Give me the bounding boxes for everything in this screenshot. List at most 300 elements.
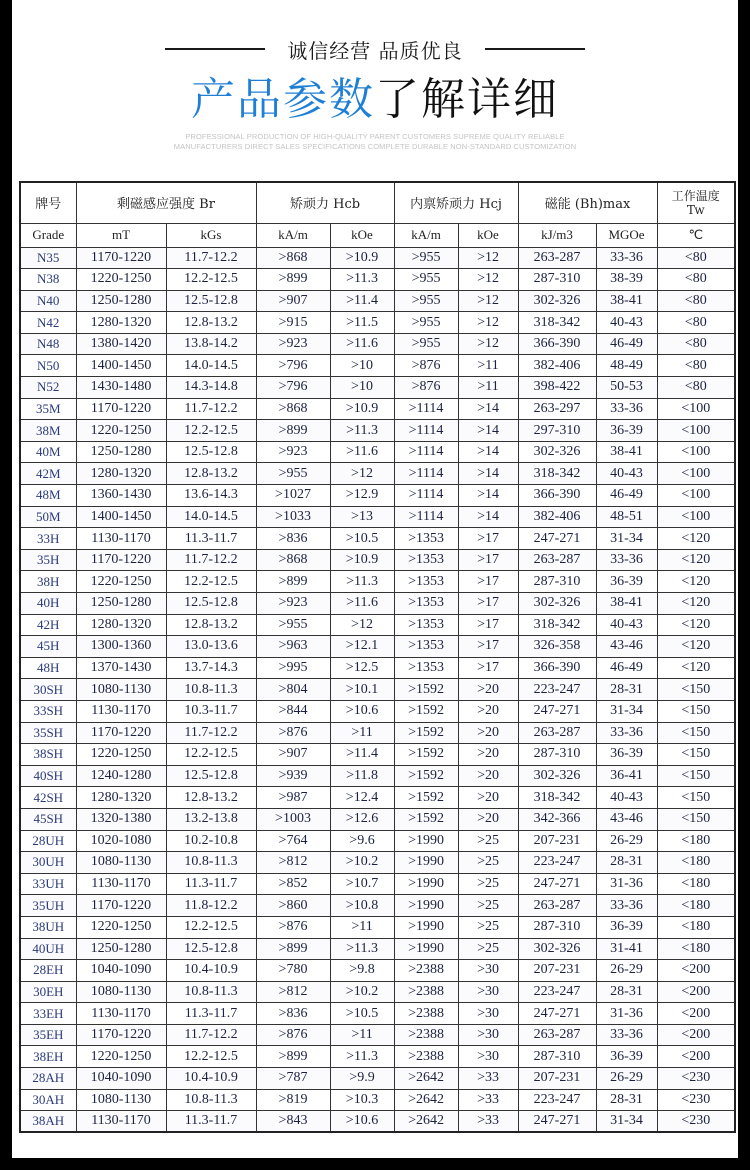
- value-cell: 1080-1130: [76, 852, 166, 874]
- value-cell: 38-41: [596, 441, 657, 463]
- value-cell: 12.5-12.8: [166, 765, 256, 787]
- value-cell: 11.8-12.2: [166, 895, 256, 917]
- value-cell: 1170-1220: [76, 1024, 166, 1046]
- value-cell: >787: [256, 1068, 330, 1090]
- value-cell: 11.7-12.2: [166, 549, 256, 571]
- value-cell: >2642: [394, 1068, 458, 1090]
- table-row: [20, 398, 735, 420]
- value-cell: >1114: [394, 441, 458, 463]
- value-cell: >1353: [394, 593, 458, 615]
- value-cell: >955: [394, 247, 458, 269]
- unit-header-cell: ℃: [657, 223, 735, 247]
- value-cell: 14.0-14.5: [166, 355, 256, 377]
- value-cell: 10.8-11.3: [166, 679, 256, 701]
- value-cell: 263-287: [518, 1024, 596, 1046]
- grade-cell: N50: [20, 355, 76, 377]
- grade-cell: 33H: [20, 528, 76, 550]
- value-cell: 11.7-12.2: [166, 247, 256, 269]
- value-cell: <200: [657, 1003, 735, 1025]
- grade-cell: 35EH: [20, 1024, 76, 1046]
- unit-header-cell: kGs: [166, 223, 256, 247]
- value-cell: 46-49: [596, 333, 657, 355]
- value-cell: 28-31: [596, 1089, 657, 1111]
- value-cell: >955: [394, 312, 458, 334]
- value-cell: >2642: [394, 1089, 458, 1111]
- value-cell: 302-326: [518, 290, 596, 312]
- value-cell: 263-287: [518, 722, 596, 744]
- grade-cell: 42H: [20, 614, 76, 636]
- value-cell: 1280-1320: [76, 312, 166, 334]
- value-cell: >12: [330, 614, 394, 636]
- value-cell: <120: [657, 528, 735, 550]
- grade-cell: 33EH: [20, 1003, 76, 1025]
- grade-cell: 42M: [20, 463, 76, 485]
- value-cell: 13.8-14.2: [166, 333, 256, 355]
- value-cell: 11.7-12.2: [166, 398, 256, 420]
- value-cell: >1592: [394, 787, 458, 809]
- value-cell: >876: [256, 722, 330, 744]
- grade-cell: N42: [20, 312, 76, 334]
- value-cell: <200: [657, 1024, 735, 1046]
- value-cell: 318-342: [518, 312, 596, 334]
- value-cell: 48-49: [596, 355, 657, 377]
- value-cell: 1370-1430: [76, 657, 166, 679]
- value-cell: >14: [458, 398, 518, 420]
- value-cell: 12.2-12.5: [166, 916, 256, 938]
- value-cell: 12.2-12.5: [166, 744, 256, 766]
- value-cell: 33-36: [596, 1024, 657, 1046]
- value-cell: >11.5: [330, 312, 394, 334]
- grade-cell: N38: [20, 269, 76, 291]
- grade-cell: 38M: [20, 420, 76, 442]
- value-cell: <100: [657, 398, 735, 420]
- value-cell: >12: [330, 463, 394, 485]
- value-cell: >899: [256, 420, 330, 442]
- value-cell: 28-31: [596, 852, 657, 874]
- grade-cell: 40SH: [20, 765, 76, 787]
- value-cell: >10.2: [330, 852, 394, 874]
- value-cell: >17: [458, 571, 518, 593]
- table-row: [20, 506, 735, 528]
- value-cell: <180: [657, 916, 735, 938]
- header-br: 剩磁感应强度 Br: [76, 182, 256, 223]
- value-cell: 223-247: [518, 981, 596, 1003]
- value-cell: 12.2-12.5: [166, 571, 256, 593]
- value-cell: >20: [458, 765, 518, 787]
- value-cell: >12.1: [330, 636, 394, 658]
- value-cell: 287-310: [518, 744, 596, 766]
- table-row: [20, 765, 735, 787]
- value-cell: >1353: [394, 549, 458, 571]
- value-cell: >907: [256, 744, 330, 766]
- value-cell: >20: [458, 679, 518, 701]
- value-cell: >10.2: [330, 981, 394, 1003]
- table-row: [20, 485, 735, 507]
- value-cell: 13.7-14.3: [166, 657, 256, 679]
- unit-header-cell: kOe: [330, 223, 394, 247]
- value-cell: 1080-1130: [76, 679, 166, 701]
- value-cell: >2388: [394, 981, 458, 1003]
- value-cell: <80: [657, 247, 735, 269]
- value-cell: >1353: [394, 657, 458, 679]
- value-cell: 1080-1130: [76, 1089, 166, 1111]
- value-cell: 12.2-12.5: [166, 1046, 256, 1068]
- value-cell: >2388: [394, 960, 458, 982]
- value-cell: 223-247: [518, 1089, 596, 1111]
- value-cell: >12: [458, 333, 518, 355]
- value-cell: <230: [657, 1089, 735, 1111]
- value-cell: >14: [458, 463, 518, 485]
- value-cell: >852: [256, 873, 330, 895]
- value-cell: >1027: [256, 485, 330, 507]
- value-cell: 26-29: [596, 960, 657, 982]
- value-cell: 12.2-12.5: [166, 269, 256, 291]
- value-cell: >836: [256, 528, 330, 550]
- grade-cell: 35H: [20, 549, 76, 571]
- value-cell: 1250-1280: [76, 290, 166, 312]
- value-cell: 10.4-10.9: [166, 960, 256, 982]
- value-cell: >955: [256, 614, 330, 636]
- grade-cell: 40M: [20, 441, 76, 463]
- value-cell: 12.8-13.2: [166, 463, 256, 485]
- value-cell: >923: [256, 593, 330, 615]
- value-cell: >995: [256, 657, 330, 679]
- value-cell: 1040-1090: [76, 960, 166, 982]
- value-cell: >11: [458, 377, 518, 399]
- page-title: [12, 70, 738, 130]
- table-row: [20, 571, 735, 593]
- grade-cell: 28UH: [20, 830, 76, 852]
- value-cell: >1592: [394, 700, 458, 722]
- divider-left: [165, 48, 265, 50]
- grade-cell: N52: [20, 377, 76, 399]
- value-cell: >844: [256, 700, 330, 722]
- value-cell: >868: [256, 247, 330, 269]
- value-cell: >17: [458, 528, 518, 550]
- slogan-row: [12, 34, 738, 64]
- value-cell: <180: [657, 895, 735, 917]
- value-cell: 1360-1430: [76, 485, 166, 507]
- value-cell: 1170-1220: [76, 722, 166, 744]
- grade-cell: 40H: [20, 593, 76, 615]
- table-row: [20, 593, 735, 615]
- value-cell: 297-310: [518, 420, 596, 442]
- value-cell: 38-41: [596, 593, 657, 615]
- value-cell: 302-326: [518, 765, 596, 787]
- value-cell: 398-422: [518, 377, 596, 399]
- value-cell: 1280-1320: [76, 787, 166, 809]
- value-cell: 40-43: [596, 787, 657, 809]
- table-row: [20, 1046, 735, 1068]
- value-cell: 1280-1320: [76, 614, 166, 636]
- value-cell: 1170-1220: [76, 247, 166, 269]
- value-cell: 1130-1170: [76, 873, 166, 895]
- value-cell: >11.3: [330, 420, 394, 442]
- value-cell: 14.0-14.5: [166, 506, 256, 528]
- value-cell: >9.6: [330, 830, 394, 852]
- value-cell: 10.3-11.7: [166, 700, 256, 722]
- value-cell: 28-31: [596, 679, 657, 701]
- value-cell: >11.3: [330, 269, 394, 291]
- value-cell: 1130-1170: [76, 1111, 166, 1133]
- value-cell: 12.8-13.2: [166, 312, 256, 334]
- value-cell: >20: [458, 787, 518, 809]
- value-cell: 14.3-14.8: [166, 377, 256, 399]
- value-cell: 26-29: [596, 830, 657, 852]
- value-cell: 11.3-11.7: [166, 873, 256, 895]
- value-cell: 11.7-12.2: [166, 1024, 256, 1046]
- table-row: [20, 528, 735, 550]
- value-cell: >33: [458, 1089, 518, 1111]
- value-cell: >868: [256, 398, 330, 420]
- value-cell: 1430-1480: [76, 377, 166, 399]
- value-cell: <80: [657, 355, 735, 377]
- value-cell: >899: [256, 1046, 330, 1068]
- value-cell: >10.6: [330, 1111, 394, 1133]
- grade-cell: 48M: [20, 485, 76, 507]
- grade-cell: 50M: [20, 506, 76, 528]
- title-rest: 了解详细: [375, 74, 559, 125]
- value-cell: 13.6-14.3: [166, 485, 256, 507]
- value-cell: 33-36: [596, 398, 657, 420]
- value-cell: >1114: [394, 463, 458, 485]
- value-cell: 326-358: [518, 636, 596, 658]
- value-cell: >11: [330, 1024, 394, 1046]
- value-cell: 287-310: [518, 1046, 596, 1068]
- value-cell: 40-43: [596, 614, 657, 636]
- value-cell: >1114: [394, 506, 458, 528]
- table-row: [20, 333, 735, 355]
- table-row: [20, 614, 735, 636]
- value-cell: 40-43: [596, 463, 657, 485]
- value-cell: 318-342: [518, 463, 596, 485]
- value-cell: 1130-1170: [76, 700, 166, 722]
- value-cell: >876: [394, 355, 458, 377]
- value-cell: <80: [657, 312, 735, 334]
- value-cell: <230: [657, 1068, 735, 1090]
- value-cell: 33-36: [596, 549, 657, 571]
- table-row: [20, 852, 735, 874]
- value-cell: 342-366: [518, 808, 596, 830]
- table-row: [20, 981, 735, 1003]
- value-cell: 287-310: [518, 916, 596, 938]
- value-cell: >1353: [394, 571, 458, 593]
- unit-header-cell: MGOe: [596, 223, 657, 247]
- value-cell: 366-390: [518, 657, 596, 679]
- grade-cell: 30AH: [20, 1089, 76, 1111]
- title-highlight: 产品参数: [191, 74, 375, 125]
- value-cell: 1170-1220: [76, 895, 166, 917]
- value-cell: >12: [458, 290, 518, 312]
- header-tw-line2: Tw: [686, 202, 705, 217]
- value-cell: >30: [458, 1003, 518, 1025]
- grade-cell: 38SH: [20, 744, 76, 766]
- value-cell: >1990: [394, 873, 458, 895]
- value-cell: >20: [458, 744, 518, 766]
- value-cell: >10.9: [330, 398, 394, 420]
- value-cell: >20: [458, 808, 518, 830]
- table-row: [20, 657, 735, 679]
- value-cell: 263-297: [518, 398, 596, 420]
- grade-cell: N35: [20, 247, 76, 269]
- grade-cell: 35M: [20, 398, 76, 420]
- value-cell: <80: [657, 269, 735, 291]
- value-cell: 366-390: [518, 333, 596, 355]
- value-cell: 31-36: [596, 1003, 657, 1025]
- table-row: [20, 1111, 735, 1133]
- value-cell: >11.3: [330, 1046, 394, 1068]
- value-cell: 1130-1170: [76, 528, 166, 550]
- value-cell: 36-39: [596, 420, 657, 442]
- value-cell: 12.5-12.8: [166, 441, 256, 463]
- value-cell: >11.3: [330, 938, 394, 960]
- table-row: [20, 441, 735, 463]
- value-cell: >1033: [256, 506, 330, 528]
- value-cell: >963: [256, 636, 330, 658]
- value-cell: >939: [256, 765, 330, 787]
- value-cell: <230: [657, 1111, 735, 1133]
- value-cell: 11.7-12.2: [166, 722, 256, 744]
- value-cell: >2388: [394, 1003, 458, 1025]
- value-cell: 1220-1250: [76, 744, 166, 766]
- value-cell: >17: [458, 593, 518, 615]
- value-cell: <150: [657, 722, 735, 744]
- table-row: [20, 377, 735, 399]
- value-cell: 13.0-13.6: [166, 636, 256, 658]
- value-cell: 40-43: [596, 312, 657, 334]
- value-cell: <150: [657, 765, 735, 787]
- value-cell: >14: [458, 441, 518, 463]
- unit-header-cell: mT: [76, 223, 166, 247]
- value-cell: >876: [256, 916, 330, 938]
- value-cell: >11.6: [330, 333, 394, 355]
- header-tw-line1: 工作温度: [671, 188, 720, 203]
- value-cell: >1990: [394, 830, 458, 852]
- unit-header-cell: kOe: [458, 223, 518, 247]
- value-cell: >780: [256, 960, 330, 982]
- value-cell: >10: [330, 355, 394, 377]
- value-cell: >899: [256, 269, 330, 291]
- grade-cell: 30UH: [20, 852, 76, 874]
- value-cell: 12.2-12.5: [166, 420, 256, 442]
- value-cell: >11.4: [330, 290, 394, 312]
- grade-cell: 28AH: [20, 1068, 76, 1090]
- value-cell: 366-390: [518, 485, 596, 507]
- value-cell: 31-41: [596, 938, 657, 960]
- table-row: [20, 1024, 735, 1046]
- value-cell: >12.6: [330, 808, 394, 830]
- value-cell: 1220-1250: [76, 420, 166, 442]
- value-cell: 31-34: [596, 700, 657, 722]
- value-cell: >11: [330, 916, 394, 938]
- value-cell: >1353: [394, 636, 458, 658]
- table-row: [20, 830, 735, 852]
- table-row: [20, 895, 735, 917]
- value-cell: 46-49: [596, 657, 657, 679]
- value-cell: >868: [256, 549, 330, 571]
- value-cell: >1990: [394, 852, 458, 874]
- grade-cell: 28EH: [20, 960, 76, 982]
- value-cell: 10.2-10.8: [166, 830, 256, 852]
- value-cell: <200: [657, 981, 735, 1003]
- value-cell: >1990: [394, 938, 458, 960]
- slogan: 诚信经营 品质优良: [287, 38, 463, 63]
- value-cell: <120: [657, 614, 735, 636]
- value-cell: 302-326: [518, 441, 596, 463]
- header-grade: 牌号: [20, 182, 76, 223]
- table-row: [20, 700, 735, 722]
- table-row: [20, 722, 735, 744]
- value-cell: 12.5-12.8: [166, 593, 256, 615]
- grade-cell: 35SH: [20, 722, 76, 744]
- value-cell: 1240-1280: [76, 765, 166, 787]
- value-cell: 31-34: [596, 1111, 657, 1133]
- value-cell: >923: [256, 441, 330, 463]
- value-cell: <80: [657, 377, 735, 399]
- value-cell: <120: [657, 593, 735, 615]
- value-cell: >12: [458, 312, 518, 334]
- value-cell: >11.6: [330, 441, 394, 463]
- value-cell: 10.8-11.3: [166, 981, 256, 1003]
- value-cell: >836: [256, 1003, 330, 1025]
- value-cell: >907: [256, 290, 330, 312]
- value-cell: 1380-1420: [76, 333, 166, 355]
- value-cell: >25: [458, 895, 518, 917]
- table-row: [20, 269, 735, 291]
- value-cell: 13.2-13.8: [166, 808, 256, 830]
- value-cell: >17: [458, 614, 518, 636]
- value-cell: >11.4: [330, 744, 394, 766]
- grade-cell: 30EH: [20, 981, 76, 1003]
- value-cell: >804: [256, 679, 330, 701]
- value-cell: 33-36: [596, 895, 657, 917]
- value-cell: 11.3-11.7: [166, 1111, 256, 1133]
- value-cell: >796: [256, 355, 330, 377]
- grade-cell: 38UH: [20, 916, 76, 938]
- value-cell: 10.8-11.3: [166, 852, 256, 874]
- unit-header-cell: Grade: [20, 223, 76, 247]
- table-body: [20, 247, 735, 1132]
- value-cell: >12.9: [330, 485, 394, 507]
- unit-header-row: [20, 223, 735, 247]
- value-cell: <180: [657, 852, 735, 874]
- header-tw: [657, 182, 735, 223]
- grade-cell: 38H: [20, 571, 76, 593]
- table-row: [20, 463, 735, 485]
- table-row: [20, 1068, 735, 1090]
- value-cell: >25: [458, 852, 518, 874]
- value-cell: 33-36: [596, 247, 657, 269]
- grade-cell: 48H: [20, 657, 76, 679]
- value-cell: >1990: [394, 916, 458, 938]
- table-row: [20, 916, 735, 938]
- value-cell: >10: [330, 377, 394, 399]
- value-cell: 1020-1080: [76, 830, 166, 852]
- value-cell: >1353: [394, 614, 458, 636]
- value-cell: 12.5-12.8: [166, 938, 256, 960]
- value-cell: 36-39: [596, 916, 657, 938]
- table-row: [20, 636, 735, 658]
- value-cell: >1003: [256, 808, 330, 830]
- value-cell: 1250-1280: [76, 593, 166, 615]
- value-cell: 36-41: [596, 765, 657, 787]
- value-cell: 12.8-13.2: [166, 614, 256, 636]
- table-row: [20, 312, 735, 334]
- value-cell: 1220-1250: [76, 1046, 166, 1068]
- value-cell: 1130-1170: [76, 1003, 166, 1025]
- value-cell: 287-310: [518, 269, 596, 291]
- value-cell: >20: [458, 700, 518, 722]
